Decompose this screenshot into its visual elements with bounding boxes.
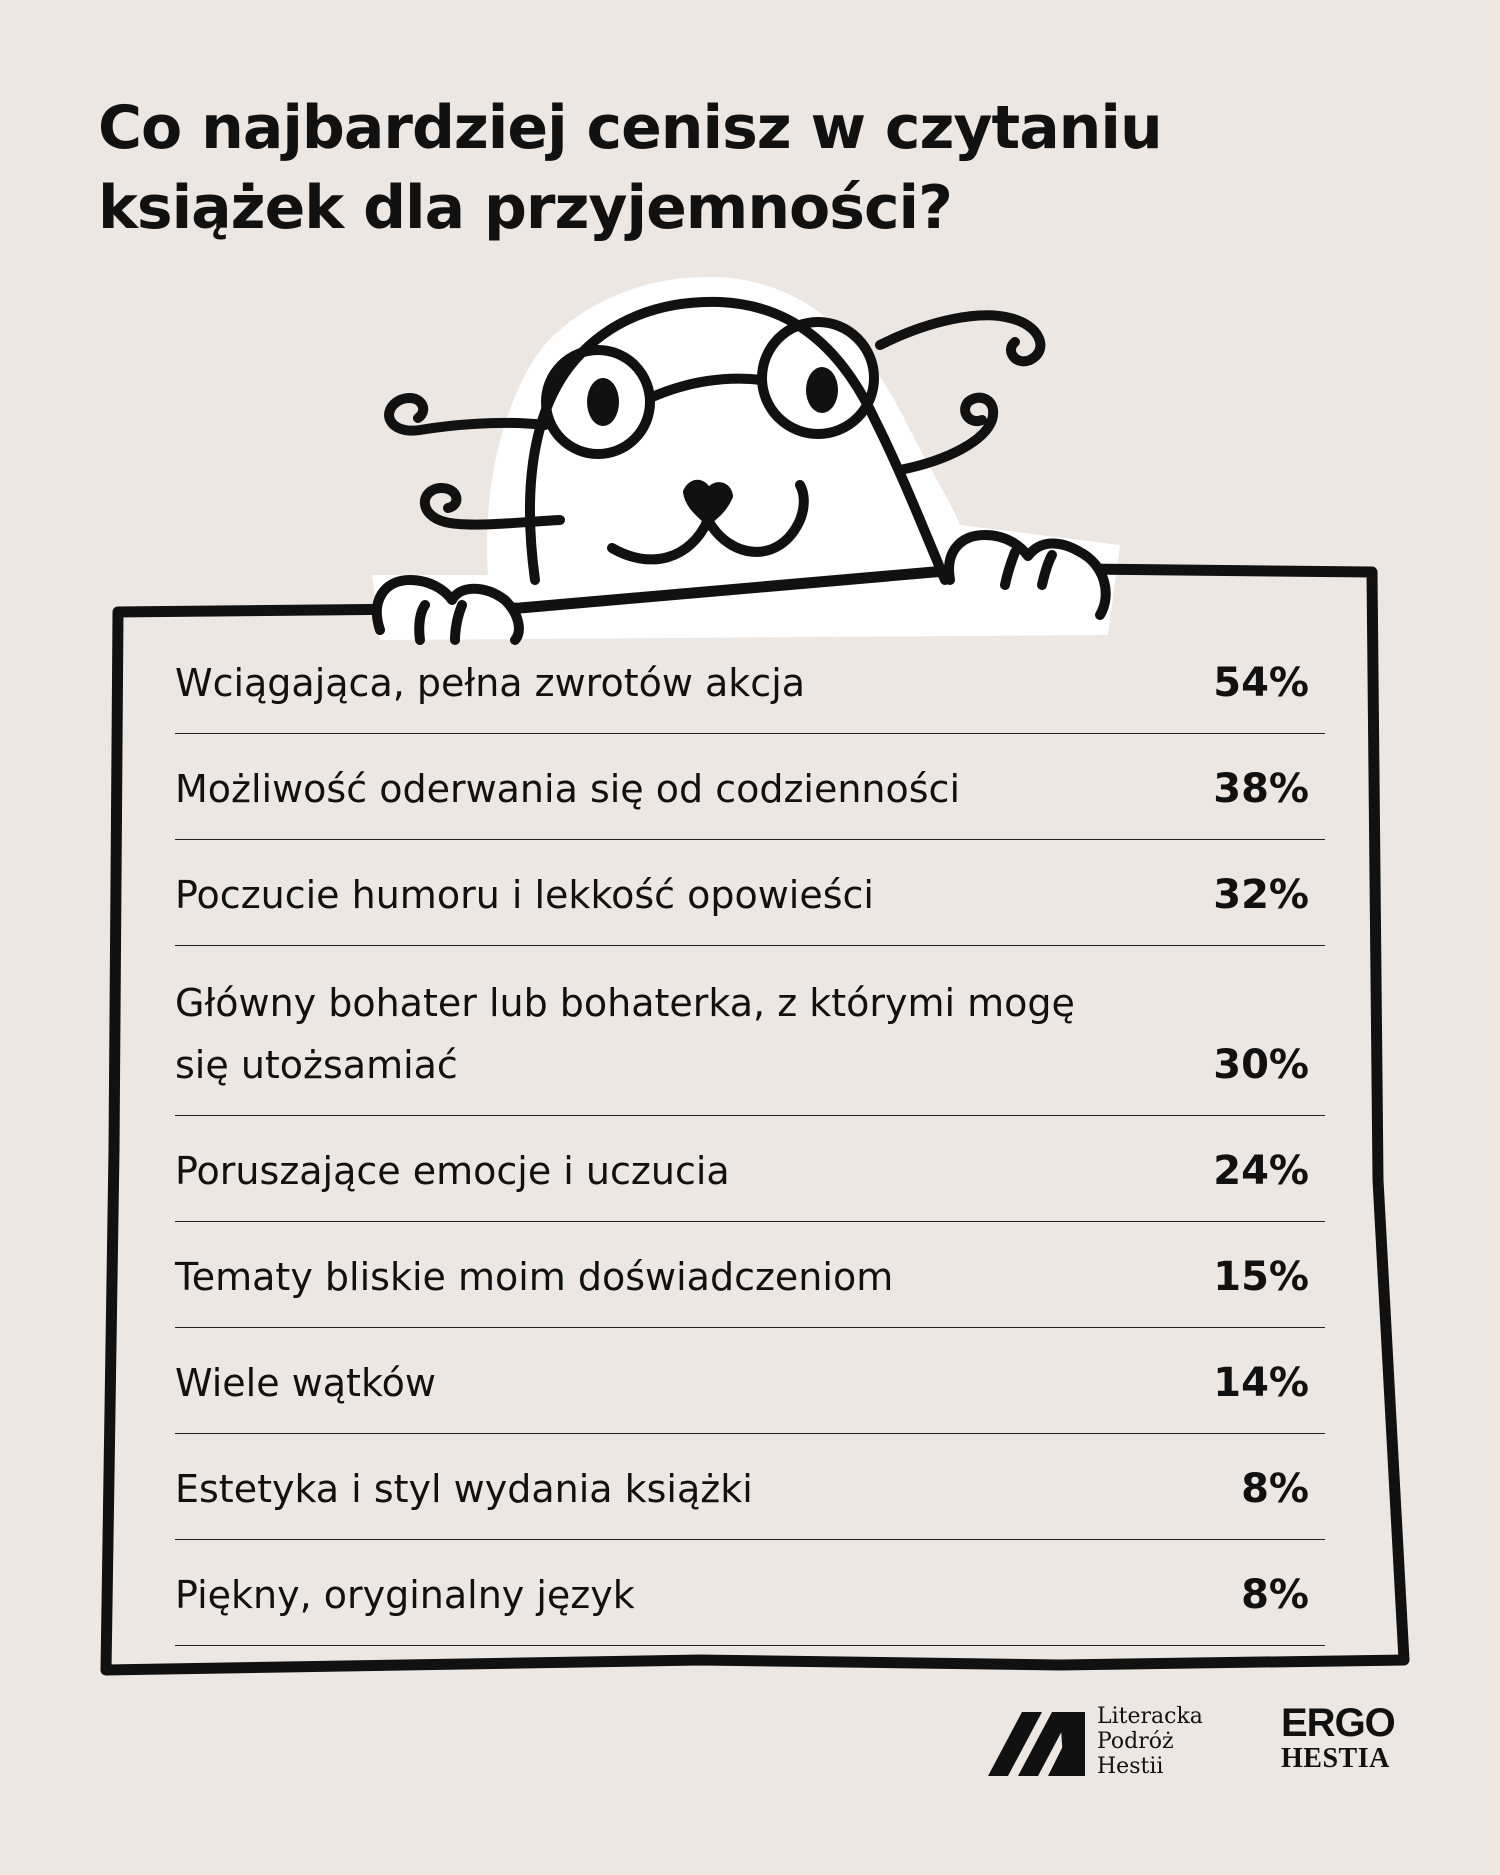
table-row [175, 1116, 1325, 1222]
table-row [175, 840, 1325, 946]
row-value: 8% [1241, 1466, 1309, 1512]
table-row [175, 1222, 1325, 1328]
table-row [175, 1540, 1325, 1646]
title-line-1: Co najbardziej cenisz w czytaniu [98, 93, 1162, 163]
footer-logos [985, 1700, 1425, 1790]
row-label: Tematy bliskie moim doświadczeniom [175, 1255, 894, 1299]
table-row [175, 1328, 1325, 1434]
table-row [175, 946, 1325, 1116]
row-value: 38% [1213, 766, 1309, 812]
ergo-logo-top: ERGO [1281, 1701, 1395, 1745]
literacka-line-1: Literacka [1097, 1704, 1203, 1729]
row-value: 30% [1213, 1042, 1309, 1088]
literacka-line-2: Podróż [1097, 1729, 1174, 1754]
row-label: Możliwość oderwania się od codzienności [175, 767, 961, 811]
row-label: Poruszające emocje i uczucia [175, 1149, 730, 1193]
table-row [175, 628, 1325, 734]
row-value: 14% [1213, 1360, 1309, 1406]
literacka-line-3: Hestii [1097, 1754, 1164, 1779]
table-row [175, 1434, 1325, 1540]
row-label: Główny bohater lub bohaterka, z którymi mogę się utożsamiać [175, 981, 1075, 1087]
row-value: 15% [1213, 1254, 1309, 1300]
whisker-right-upper [880, 315, 1040, 361]
table-row [175, 734, 1325, 840]
row-label: Estetyka i styl wydania książki [175, 1467, 753, 1511]
row-label: Piękny, oryginalny język [175, 1573, 635, 1617]
row-value: 54% [1213, 660, 1309, 706]
literacka-podroz-logo-text [1097, 1704, 1203, 1779]
row-value: 32% [1213, 872, 1309, 918]
left-eye [587, 378, 619, 426]
row-value: 8% [1241, 1572, 1309, 1618]
row-label: Wciągająca, pełna zwrotów akcja [175, 661, 806, 705]
row-value: 24% [1213, 1148, 1309, 1194]
survey-results-table [175, 628, 1325, 1646]
title-line-2: książek dla przyjemności? [98, 173, 952, 243]
row-label: Poczucie humoru i lekkość opowieści [175, 873, 874, 917]
right-eye [806, 367, 838, 413]
ergo-logo-bottom: HESTIA [1281, 1743, 1390, 1774]
row-label: Wiele wątków [175, 1361, 436, 1405]
